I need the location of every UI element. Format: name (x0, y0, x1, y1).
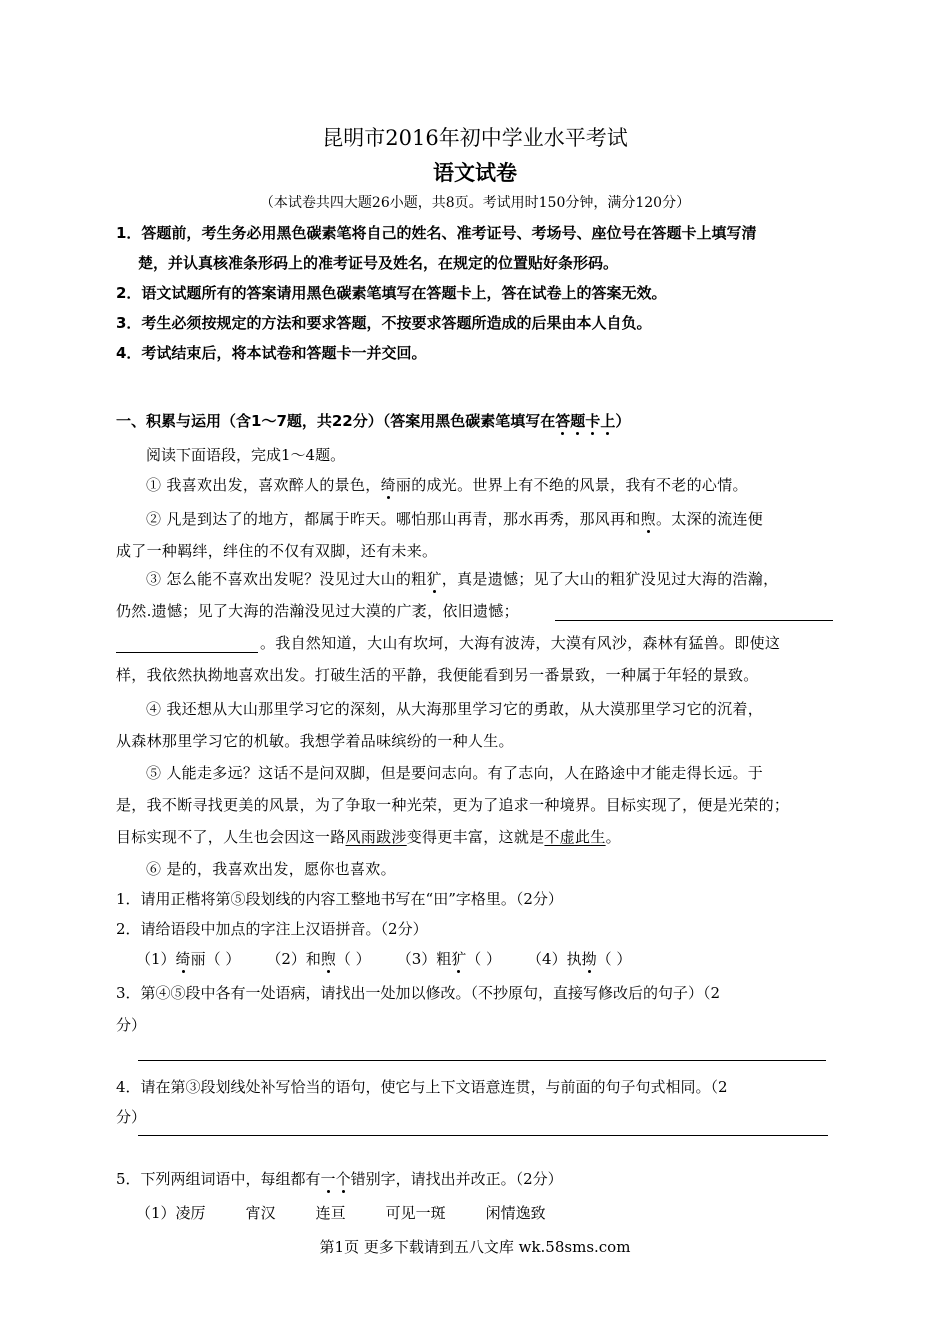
emphasis-dot-char: 上 (600, 412, 616, 430)
text-run: 目标实现不了，人生也会因这一路 (116, 828, 346, 846)
question-5 (116, 1168, 840, 1189)
pinyin-answer-blank[interactable]: （ ） (335, 950, 371, 968)
fill-blank-line[interactable] (116, 652, 258, 653)
question-1: 1．请用正楷将第⑤段划线的内容工整地书写在“田”字格里。（2分） (116, 890, 563, 908)
passage-paragraph-4-cont: 从森林那里学习它的机敏。我想学着品味缤纷的一种人生。 (116, 732, 514, 750)
text-run: （4）执 (527, 950, 582, 968)
emphasis-dot-char: 题 (570, 412, 586, 430)
passage-paragraph-3-cont: 。我自然知道，大山有坎坷，大海有波涛，大漠有风沙，森林有猛兽。即使这 (260, 634, 781, 652)
word-item: 宵汉 (245, 1204, 276, 1222)
text-run: 错别字，请找出并改正。（2分） (350, 1170, 563, 1188)
text-run: 。 (605, 828, 621, 846)
underlined-phrase: 风雨跋涉 (345, 828, 407, 846)
answer-line[interactable] (138, 1135, 828, 1136)
emphasis-dot-char: 卡 (585, 412, 601, 430)
pinyin-answer-blank[interactable]: （ ） (466, 950, 502, 968)
instruction-1 (116, 218, 846, 278)
passage-paragraph-2 (116, 508, 870, 529)
text-run: 。太深的流连便 (655, 510, 764, 528)
question-2: 2．请给语段中加点的字注上汉语拼音。（2分） (116, 920, 428, 938)
emphasis-dot-char: 一 (320, 1170, 336, 1188)
text-run: （1） (136, 950, 176, 968)
emphasis-dot-char: 犷 (451, 950, 467, 968)
word-item: 连亘 (315, 1204, 346, 1222)
text-run: （3）粗 (396, 950, 452, 968)
word-item: 可见一斑 (385, 1204, 446, 1222)
section-heading-text: 一、积累与运用（含1～7题，共22分）（答案用黑色碳素笔填写在 (116, 412, 556, 430)
text-run: （2）和 (266, 950, 321, 968)
text-run: 变得更丰富，这就是 (406, 828, 545, 846)
instruction-1-line-1: 1．答题前，考生务必用黑色碳素笔将自己的姓名、准考证号、考场号、座位号在答题卡上填写清 (116, 224, 757, 242)
passage-paragraph-3-cont: 样，我依然执拗地喜欢出发。打破生活的平静，我便能看到另一番景致，一种属于年轻的景致。 (116, 666, 759, 684)
question-4-cont: 分） (116, 1108, 147, 1126)
passage-paragraph-3 (116, 568, 870, 589)
pinyin-answer-blank[interactable]: 丽（ ） (190, 950, 241, 968)
instruction-3: 3．考生必须按规定的方法和要求答题，不按要求答题所造成的后果由本人自负。 (116, 314, 652, 332)
passage-paragraph-1 (116, 474, 870, 495)
section-heading (116, 410, 630, 431)
emphasis-dot-char: 绮 (175, 950, 191, 968)
text-run: 5．下列两组词语中，每组都有 (116, 1170, 321, 1188)
underlined-phrase: 不虚此生 (544, 828, 606, 846)
emphasis-dot-char: 绮 (380, 476, 396, 494)
text-run: ，真是遗憾；见了大山的粗犷没见过大海的浩瀚， (441, 570, 779, 588)
passage-paragraph-5: ⑤ 人能走多远？这话不是问双脚，但是要问志向。有了志向，人在路途中才能走得长远。于 (146, 764, 764, 782)
exam-title: 昆明市2016年初中学业水平考试 (322, 126, 628, 150)
passage-paragraph-2-cont: 成了一种羁绊，绊住的不仅有双脚，还有未来。 (116, 542, 438, 560)
pinyin-answer-blank[interactable]: （ ） (596, 950, 632, 968)
text-run: ① 我喜欢出发，喜欢醉人的景色， (146, 476, 381, 494)
emphasis-dot-char: 答 (555, 412, 571, 430)
passage-paragraph-3-cont (116, 600, 840, 621)
emphasis-dot-char: 拗 (581, 950, 597, 968)
question-4: 4．请在第③段划线处补写恰当的语句，使它与上下文语意连贯，与前面的句子句式相同。（2 (116, 1078, 728, 1096)
question-2-items (136, 948, 860, 969)
text-run: 丽的成光。世界上有不绝的风景，我有不老的心情。 (395, 476, 748, 494)
passage-intro: 阅读下面语段，完成1～4题。 (146, 446, 346, 464)
text-run: ② 凡是到达了的地方，都属于昨天。哪怕那山再青，那水再秀，那风再和 (146, 510, 641, 528)
question-3: 3．第④⑤段中各有一处语病，请找出一处加以修改。（不抄原句，直接写修改后的句子）（2 (116, 984, 721, 1002)
instruction-2: 2．语文试题所有的答案请用黑色碳素笔填写在答题卡上，答在试卷上的答案无效。 (116, 284, 667, 302)
emphasis-dot-char: 煦 (320, 950, 336, 968)
instruction-1-line-2: 楚，并认真核准条形码上的准考证号及姓名，在规定的位置贴好条形码。 (138, 254, 619, 272)
question-3-cont: 分） (116, 1016, 147, 1034)
word-item: 闲情逸致 (485, 1204, 546, 1222)
emphasis-dot-char: 煦 (640, 510, 656, 528)
fill-blank-line[interactable] (555, 620, 833, 621)
group-label: （1） (136, 1204, 176, 1222)
emphasis-dot-char: 个 (335, 1170, 351, 1188)
section-heading-end: ） (615, 412, 631, 430)
instruction-4: 4．考试结束后，将本试卷和答题卡一并交回。 (116, 344, 427, 362)
text-run: 仍然.遗憾；见了大海的浩瀚没见过大漠的广袤，依旧遗憾； (116, 602, 519, 620)
word-item: 凌厉 (175, 1204, 206, 1222)
passage-paragraph-5-cont: 是，我不断寻找更美的风景，为了争取一种光荣，更为了追求一种境界。目标实现了，便是光荣的； (116, 796, 790, 814)
exam-subject: 语文试卷 (433, 160, 517, 185)
passage-paragraph-6: ⑥ 是的，我喜欢出发，愿你也喜欢。 (146, 860, 396, 878)
text-run: ③ 怎么能不喜欢出发呢？没见过大山的粗 (146, 570, 427, 588)
emphasis-dot-char: 犷 (426, 570, 442, 588)
answer-line[interactable] (138, 1060, 826, 1061)
question-5-group-1 (136, 1202, 860, 1223)
exam-note: （本试卷共四大题26小题，共8页。考试用时150分钟，满分120分） (259, 195, 691, 211)
page-footer: 第1页 更多下载请到五八文库 wk.58sms.com (319, 1238, 631, 1256)
passage-paragraph-5-cont (116, 826, 840, 847)
passage-paragraph-4: ④ 我还想从大山那里学习它的深刻，从大海那里学习它的勇敢，从大漠那里学习它的沉着， (146, 700, 764, 718)
instructions (116, 218, 846, 368)
